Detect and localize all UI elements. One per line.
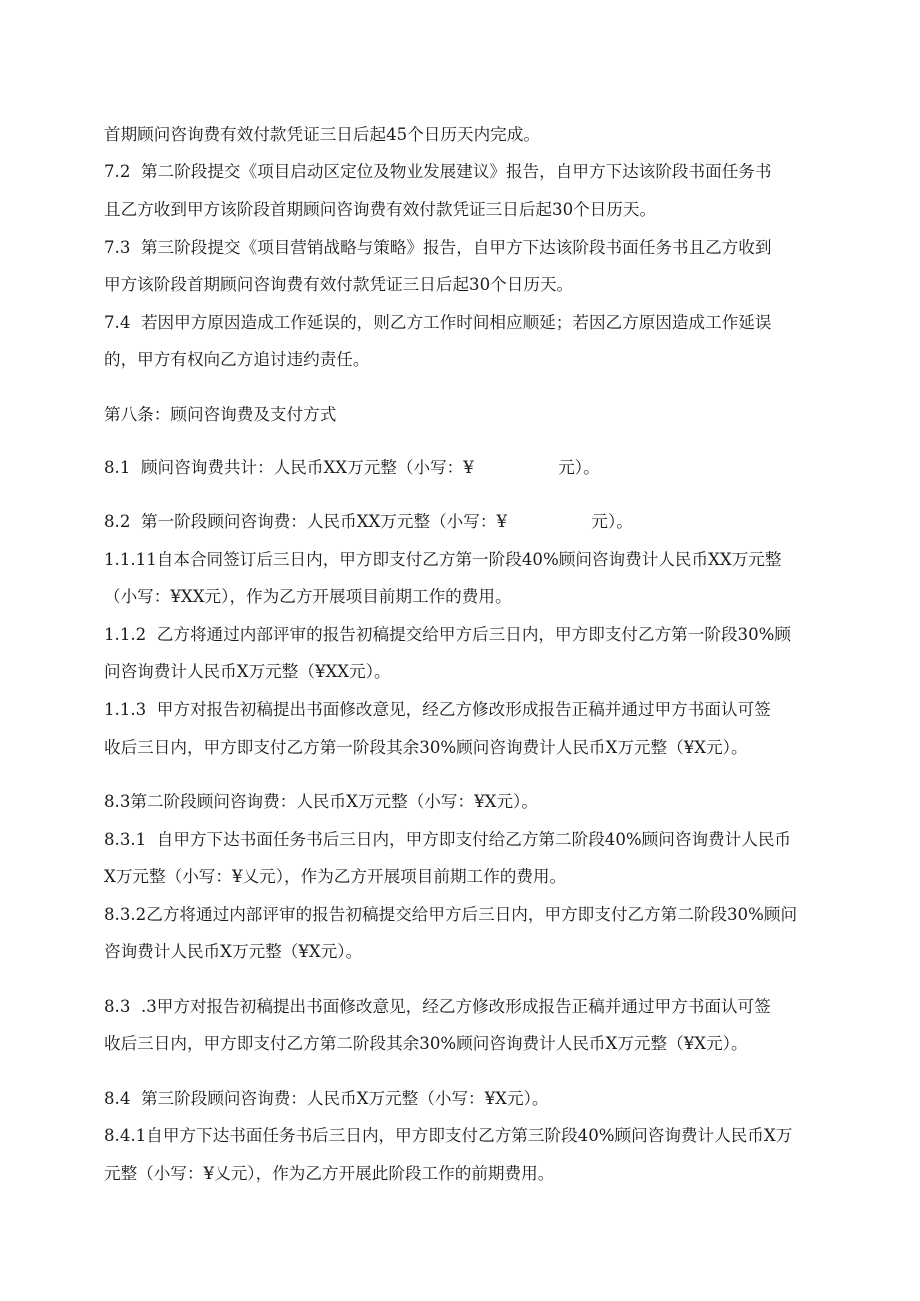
text-line: 元整（小写：¥乂元），作为乙方开展此阶段工作的前期费用。 — [104, 1164, 555, 1183]
text-line: 8.4.1自甲方下达书面任务书后三日内，甲方即支付乙方第三阶段40%顾问咨询费计人民币X万 — [104, 1126, 793, 1145]
text-line: 8.3 .3甲方对报告初稿提出书面修改意见，经乙方修改形成报告正稿并通过甲方书面认可签 — [104, 997, 771, 1016]
text-line: 7.4 若因甲方原因造成工作延误的，则乙方工作时间相应顺延；若因乙方原因造成工作延误 — [104, 313, 772, 332]
text-line: 8.3.2乙方将通过内部评审的报告初稿提交给甲方后三日内，甲方即支付乙方第二阶段30%顾问 — [104, 905, 798, 924]
text-line: 甲方该阶段首期顾问咨询费有效付款凭证三日后起30个日历天。 — [104, 275, 574, 294]
text-line: 8.1 顾问咨询费共计：人民币XX万元整（小写：¥ 元）。 — [104, 458, 600, 477]
text-line: 7.3 第三阶段提交《项目营销战略与策略》报告，自甲方下达该阶段书面任务书且乙方收到 — [104, 238, 772, 257]
text-line: 8.3.1 自甲方下达书面任务书后三日内，甲方即支付给乙方第二阶段40%顾问咨询费计人民币 — [104, 830, 792, 849]
text-line: 7.2 第二阶段提交《项目启动区定位及物业发展建议》报告，自甲方下达该阶段书面任务书 — [104, 162, 772, 181]
section-heading: 第八条：顾问咨询费及支付方式 — [104, 405, 337, 424]
text-line: 8.3第二阶段顾问咨询费：人民币X万元整（小写：¥X元）。 — [104, 792, 538, 811]
text-line: 1.1.11自本合同签订后三日内，甲方即支付乙方第一阶段40%顾问咨询费计人民币XX万元整 — [104, 550, 782, 569]
text-line: 8.2 第一阶段顾问咨询费：人民币XX万元整（小写：¥ 元）。 — [104, 512, 633, 531]
text-line: 收后三日内，甲方即支付乙方第二阶段其余30%顾问咨询费计人民币X万元整（¥X元）。 — [104, 1034, 748, 1053]
text-line: 且乙方收到甲方该阶段首期顾问咨询费有效付款凭证三日后起30个日历天。 — [104, 200, 657, 219]
text-line: 1.1.2 乙方将通过内部评审的报告初稿提交给甲方后三日内，甲方即支付乙方第一阶段30%顾 — [104, 625, 792, 644]
text-line: （小写：¥XX元），作为乙方开展项目前期工作的费用。 — [104, 587, 512, 606]
text-line: 问咨询费计人民币X万元整（¥XX元）。 — [104, 662, 391, 681]
text-line: 首期顾问咨询费有效付款凭证三日后起45个日历天内完成。 — [104, 125, 540, 144]
text-line: 的，甲方有权向乙方追讨违约责任。 — [104, 350, 370, 369]
text-line: 咨询费计人民币X万元整（¥X元）。 — [104, 942, 363, 961]
text-line: 收后三日内，甲方即支付乙方第一阶段其余30%顾问咨询费计人民币X万元整（¥X元）。 — [104, 738, 748, 757]
text-line: 8.4 第三阶段顾问咨询费：人民币X万元整（小写：¥X元）。 — [104, 1089, 549, 1108]
text-line: X万元整（小写：¥乂元），作为乙方开展项目前期工作的费用。 — [104, 867, 567, 886]
text-line: 1.1.3 甲方对报告初稿提出书面修改意见，经乙方修改形成报告正稿并通过甲方书面认可签 — [104, 700, 771, 719]
